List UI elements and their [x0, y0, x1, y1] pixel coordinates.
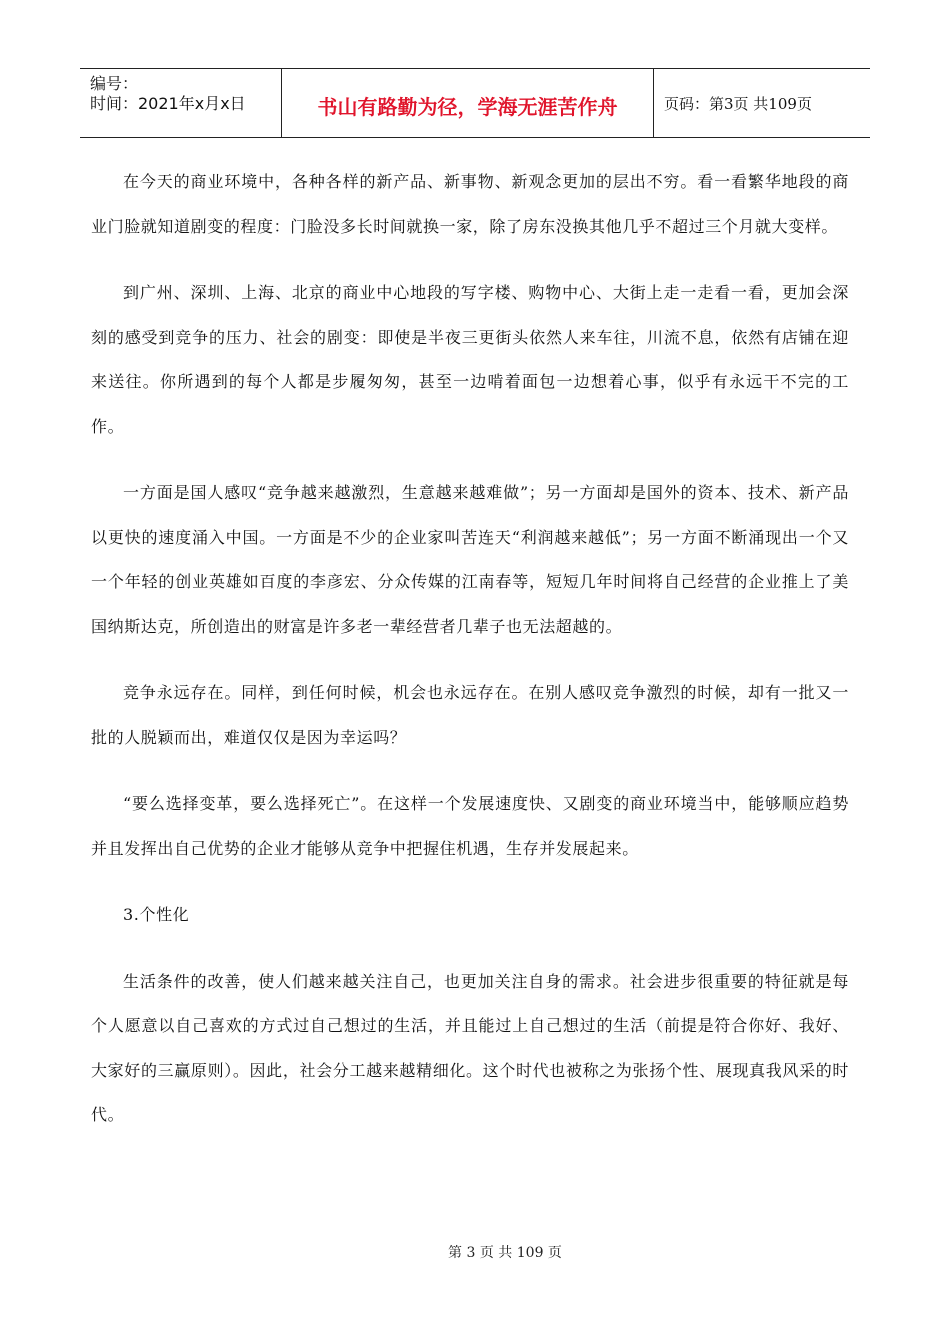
document-header	[80, 68, 870, 138]
header-left-cell	[80, 69, 282, 137]
header-page-info: 页码：第3页 共109页	[664, 95, 812, 113]
serial-number-label: 编号：	[90, 74, 139, 93]
footer-page-number: 第 3 页 共 109 页	[448, 1245, 562, 1261]
paragraph: 到广州、深圳、上海、北京的商业中心地段的写字楼、购物中心、大街上走一走看一看，更加会深刻的感受到竞争的压力、社会的剧变：即使是半夜三更街头依然人来车往，川流不息，依然有店铺在迎来送往。你所遇到的每个人都是步履匆匆，甚至一边啃着面包一边想着心事，似乎有永远干不完的工作。	[91, 283, 849, 436]
paragraph: 竞争永远存在。同样，到任何时候，机会也永远存在。在别人感叹竞争激烈的时候，却有一批又一批的人脱颖而出，难道仅仅是因为幸运吗？	[91, 683, 849, 747]
document-body	[91, 160, 849, 1160]
paragraph: 在今天的商业环境中，各种各样的新产品、新事物、新观念更加的层出不穷。看一看繁华地段的商业门脸就知道剧变的程度：门脸没多长时间就换一家，除了房东没换其他几乎不超过三个月就大变样。	[91, 172, 849, 236]
paragraph: 一方面是国人感叹“竞争越来越激烈，生意越来越难做”；另一方面却是国外的资本、技术、新产品以更快的速度涌入中国。一方面是不少的企业家叫苦连天“利润越来越低”；另一方面不断涌现出一个又一个年轻的创业英雄如百度的李彦宏、分众传媒的江南春等，短短几年时间将自己经营的企业推上了美国纳斯达克，所创造出的财富是许多老一辈经营者几辈子也无法超越的。	[91, 483, 849, 636]
header-slogan: 书山有路勤为径，学海无涯苦作舟	[317, 95, 618, 119]
paragraph: “要么选择变革，要么选择死亡”。在这样一个发展速度快、又剧变的商业环境当中，能够顺应趋势并且发挥出自己优势的企业才能够从竞争中把握住机遇，生存并发展起来。	[91, 794, 849, 858]
time-label: 时间：2021年x月x日	[90, 94, 246, 113]
header-middle-cell	[282, 69, 654, 137]
paragraph: 生活条件的改善，使人们越来越关注自己，也更加关注自身的需求。社会进步很重要的特征就是每个人愿意以自己喜欢的方式过自己想过的生活，并且能过上自己想过的生活（前提是符合你好、我好、大家好的三赢原则）。因此，社会分工越来越精细化。这个时代也被称之为张扬个性、展现真我风采的时代。	[91, 971, 849, 1124]
page-footer	[0, 1242, 950, 1262]
section-heading: 3.个性化	[123, 905, 190, 924]
header-right-cell	[654, 69, 870, 137]
